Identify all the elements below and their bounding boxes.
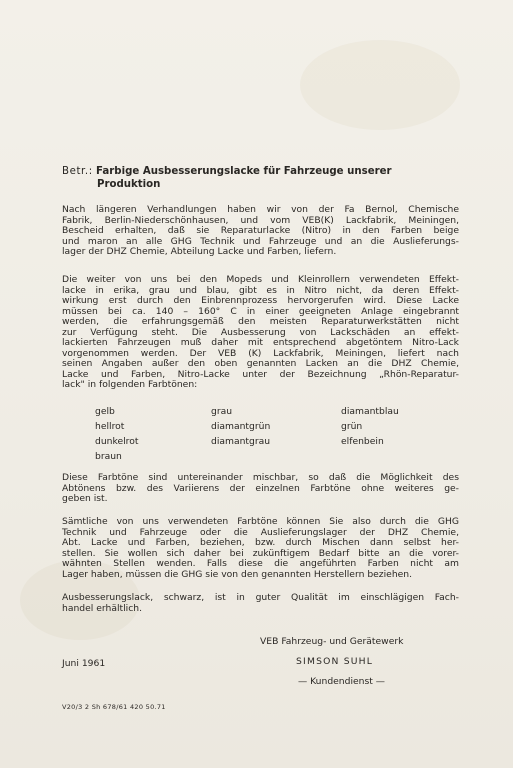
paragraph-5 (62, 593, 459, 614)
text-line: Bescheid erhalten, daß sie Reparaturlacke (Nitro) in den Farben beige (62, 225, 459, 237)
signature-company-line: VEB Fahrzeug- und Gerätewerk (260, 636, 404, 647)
text-line: lack" in folgenden Farbtönen: (62, 379, 198, 391)
text-line: lager der DHZ Chemie, Abteilung Lacke und Farben, liefern. (62, 246, 337, 258)
color-tone: diamantgrün (211, 421, 271, 432)
text-line: seinen Angaben außer den oben genannten Lacken an die DHZ Chemie, (62, 358, 459, 370)
text-line: Sämtliche von uns verwendeten Farbtöne können Sie also durch die GHG (62, 516, 459, 527)
text-line: lackierten Fahrzeugen muß daher mit entsprechend abgetöntem Nitro-Lack (62, 337, 459, 349)
text-line: wähnten Stellen wenden. Falls diese die angeführten Farben nicht am (62, 558, 459, 570)
paragraph-1 (62, 205, 459, 258)
text-line: lacke in erika, grau und blau, gibt es in Nitro nicht, da deren Effekt- (62, 284, 459, 296)
print-code-footer: V20/3 2 Sh 678/61 420 50.71 (62, 703, 166, 711)
text-line: und maron an alle GHG Technik und Fahrzeuge und an die Auslieferungs- (62, 235, 459, 247)
text-line: stellen. Sie wollen sich daher bei zukünftigem Bedarf bitte an die vorer- (62, 547, 459, 559)
subject-line-1 (62, 165, 482, 178)
paragraph-4 (62, 517, 459, 580)
paragraph-2 (62, 275, 459, 391)
signature-department: — Kundendienst — (298, 676, 385, 687)
text-line: Abt. Lacke und Farben, beziehen, bzw. durch Mischen dann selbst her- (62, 537, 459, 549)
paper-stain (300, 40, 460, 130)
color-tone: dunkelrot (95, 436, 139, 447)
subject-block (62, 165, 482, 191)
text-line: werden, die erfahrungsgemäß den meisten Reparaturwerkstätten nicht (62, 316, 459, 328)
text-line: geben ist. (62, 493, 108, 505)
subject-title: Farbige Ausbesserungslacke für Fahrzeuge unserer (96, 166, 392, 177)
color-column-2 (211, 404, 270, 449)
color-tone: diamantgrau (211, 436, 271, 447)
color-tone: elfenbein (341, 436, 384, 447)
color-tone: gelb (95, 406, 115, 417)
text-line: müssen bei ca. 140 – 160° C in einer geeigneten Anlage eingebrannt (62, 305, 459, 317)
color-tone: grau (211, 406, 233, 417)
color-tone: hellrot (95, 421, 125, 432)
text-line: Ausbesserungslack, schwarz, ist in guter Qualität im einschlägigen Fach- (62, 592, 459, 603)
text-line: Technik und Fahrzeuge oder die Auslieferungslager der DHZ Chemie, (62, 526, 459, 538)
subject-line-2: Produktion (97, 179, 161, 190)
text-line: zur Verfügung steht. Die Ausbesserung von Lackschäden an effekt- (62, 326, 459, 338)
color-tone: diamantblau (341, 406, 399, 417)
color-column-3 (341, 404, 399, 449)
text-line: Fabrik, Berlin-Niederschönhausen, und vom VEB(K) Lackfabrik, Meiningen, (62, 214, 459, 226)
color-tone: grün (341, 421, 363, 432)
text-line: vorgenommen werden. Der VEB (K) Lackfabrik, Meiningen, liefert nach (62, 347, 459, 359)
document-date: Juni 1961 (62, 658, 106, 669)
text-line: Die weiter von uns bei den Mopeds und Kleinrollern verwendeten Effekt- (62, 274, 459, 285)
text-line: handel erhältlich. (62, 602, 143, 614)
paragraph-3 (62, 473, 459, 505)
text-line: Lacke und Farben, Nitro-Lacke unter der Bezeichnung „Rhön-Reparatur- (62, 368, 459, 380)
color-tone: braun (95, 451, 122, 462)
text-line: Lager haben, müssen die GHG sie von den genannten Herstellern beziehen. (62, 568, 413, 580)
color-column-1 (95, 404, 138, 464)
text-line: Diese Farbtöne sind untereinander mischbar, so daß die Möglichkeit des (62, 472, 459, 483)
text-line: Abtönens bzw. des Variierens der einzelnen Farbtöne ohne weiteres ge- (62, 482, 459, 494)
subject-label: Betr.: (62, 166, 93, 177)
text-line: Nach längeren Verhandlungen haben wir von der Fa Bernol, Chemische (62, 204, 459, 215)
text-line: wirkung erst durch den Einbrennprozess hervorgerufen wird. Diese Lacke (62, 295, 459, 307)
signature-company-name: SIMSON SUHL (296, 656, 374, 667)
